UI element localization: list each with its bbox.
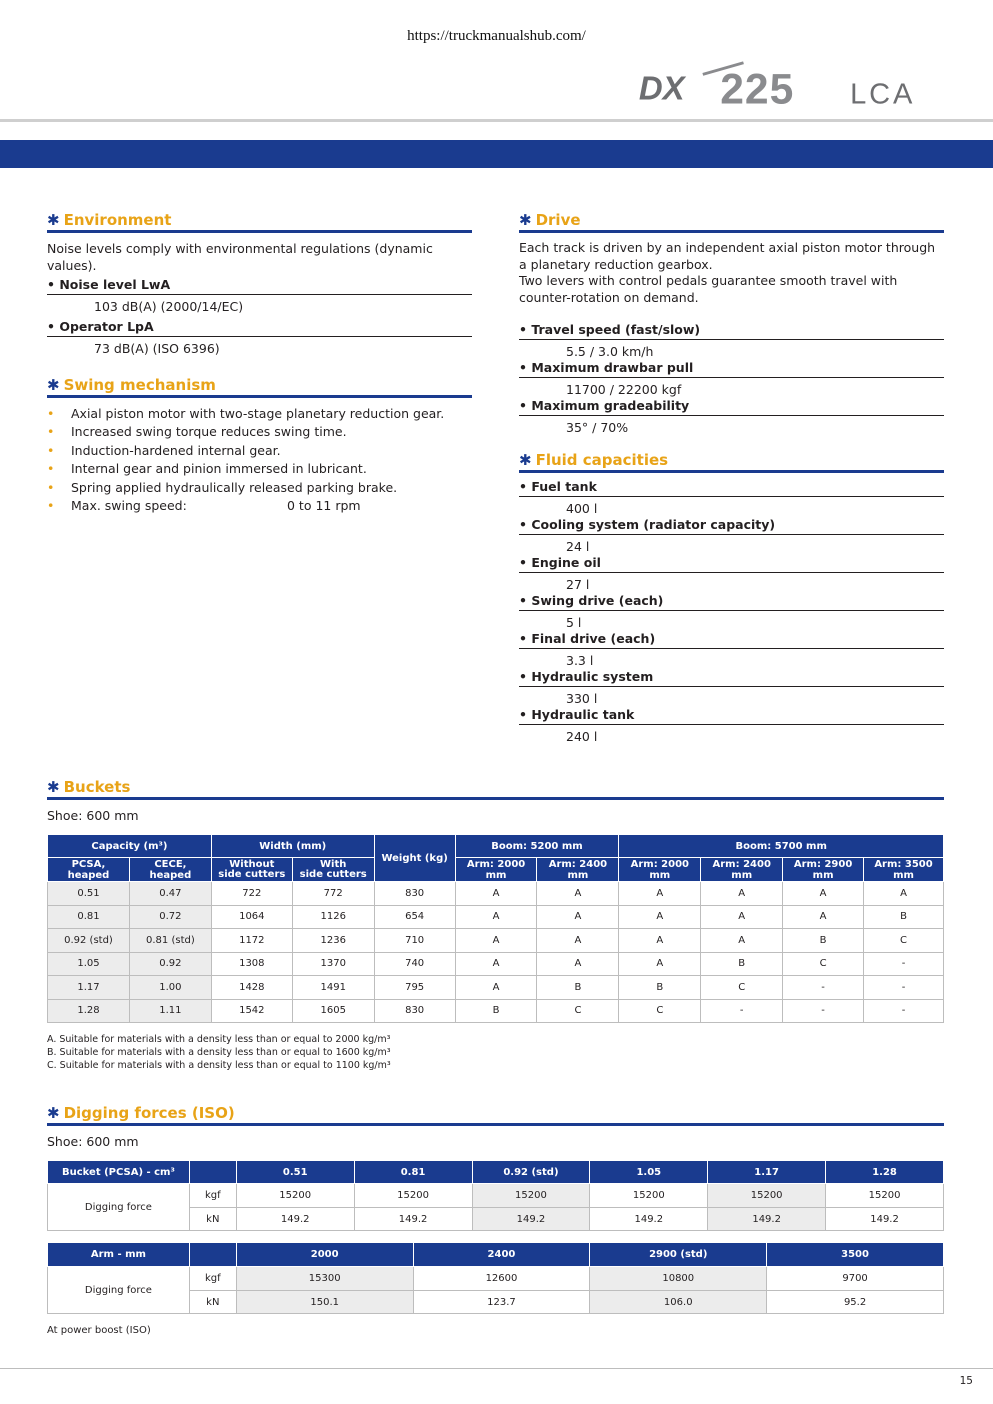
table-cell: -: [783, 976, 864, 1000]
table-cell: 106.0: [590, 1291, 767, 1314]
table-cell: 1.17: [48, 976, 130, 1000]
col-header-value: 2900 (std): [590, 1243, 767, 1267]
table-cell: 12600: [413, 1267, 590, 1291]
table-cell: 830: [374, 882, 455, 906]
table-cell: 1542: [211, 999, 292, 1023]
table-cell: 1236: [292, 929, 374, 953]
table-cell: 149.2: [354, 1208, 472, 1231]
table-cell: C: [783, 952, 864, 976]
spec-gradeability: • Maximum gradeability 35° / 70%: [519, 398, 944, 436]
table-cell: A: [455, 929, 537, 953]
table-cell: 722: [211, 882, 292, 906]
col-header-value: 3500: [767, 1243, 944, 1267]
col-header-arm: Arm: 2000 mm: [619, 858, 701, 882]
table-row: [48, 882, 944, 906]
table-cell: A: [537, 952, 619, 976]
table-cell: 15200: [708, 1184, 826, 1208]
asterisk-icon: ✱: [519, 451, 532, 469]
asterisk-icon: ✱: [47, 778, 60, 796]
fluid-heading: ✱ Fluid capacities: [519, 451, 944, 473]
col-header-value: 0.92 (std): [472, 1161, 590, 1184]
table-cell: 0.92: [129, 952, 211, 976]
col-header-unit: [189, 1161, 236, 1184]
table-cell: 0.47: [129, 882, 211, 906]
table-cell: B: [701, 952, 783, 976]
table-cell: 149.2: [236, 1208, 354, 1231]
table-cell: 1605: [292, 999, 374, 1023]
col-header-arm: Arm: 2400 mm: [537, 858, 619, 882]
table-cell: A: [619, 952, 701, 976]
table-cell: A: [701, 905, 783, 929]
table-cell: C: [537, 999, 619, 1023]
table-cell: A: [455, 905, 537, 929]
source-url[interactable]: https://truckmanualshub.com/: [407, 28, 586, 44]
svg-text:225: 225: [720, 65, 795, 112]
table-cell: B: [619, 976, 701, 1000]
col-header-value: 1.05: [590, 1161, 708, 1184]
list-item: • Internal gear and pinion immersed in lubricant.: [47, 460, 477, 478]
table-row: [48, 976, 944, 1000]
table-row: [48, 905, 944, 929]
spec-fuel-tank: • Fuel tank 400 l: [519, 479, 944, 517]
spec-swing-drive: • Swing drive (each) 5 l: [519, 593, 944, 631]
swing-features-list: [47, 405, 477, 515]
table-cell: 654: [374, 905, 455, 929]
table-cell: 95.2: [767, 1291, 944, 1314]
digging-footnote: At power boost (ISO): [47, 1325, 151, 1336]
col-header-value: 0.81: [354, 1161, 472, 1184]
table-cell: 772: [292, 882, 374, 906]
col-header-value: 1.17: [708, 1161, 826, 1184]
table-row: [48, 929, 944, 953]
list-item: • Spring applied hydraulically released parking brake.: [47, 479, 477, 497]
table-cell: 149.2: [708, 1208, 826, 1231]
unit-kgf: kgf: [189, 1267, 236, 1291]
table-cell: -: [783, 999, 864, 1023]
table-cell: 1064: [211, 905, 292, 929]
buckets-table: [47, 834, 944, 1023]
table-cell: 149.2: [590, 1208, 708, 1231]
col-header-boom-5700: Boom: 5700 mm: [619, 835, 944, 858]
table-cell: A: [783, 882, 864, 906]
table-cell: A: [619, 929, 701, 953]
col-header-pcsa: PCSA, heaped: [48, 858, 130, 882]
col-header-cece: CECE, heaped: [129, 858, 211, 882]
table-cell: 123.7: [413, 1291, 590, 1314]
table-cell: 740: [374, 952, 455, 976]
asterisk-icon: ✱: [47, 211, 60, 229]
table-cell: 795: [374, 976, 455, 1000]
col-header-arm: Arm: 2000 mm: [455, 858, 537, 882]
swing-heading: ✱ Swing mechanism: [47, 376, 472, 398]
table-cell: 1491: [292, 976, 374, 1000]
table-cell: 710: [374, 929, 455, 953]
table-row: [48, 952, 944, 976]
table-cell: B: [537, 976, 619, 1000]
table-cell: 0.81 (std): [129, 929, 211, 953]
spec-cooling-system: • Cooling system (radiator capacity) 24 l: [519, 517, 944, 555]
col-header-capacity: Capacity (m³): [48, 835, 212, 858]
table-cell: 1126: [292, 905, 374, 929]
table-cell: 1.11: [129, 999, 211, 1023]
table-cell: 15300: [236, 1267, 413, 1291]
table-cell: C: [864, 929, 944, 953]
table-cell: -: [864, 999, 944, 1023]
spec-hydraulic-tank: • Hydraulic tank 240 l: [519, 707, 944, 745]
table-cell: 150.1: [236, 1291, 413, 1314]
note-a: A. Suitable for materials with a density less than or equal to 2000 kg/m³: [47, 1034, 391, 1045]
table-cell: -: [864, 952, 944, 976]
unit-kn: kN: [189, 1291, 236, 1314]
col-header-arm: Arm: 2400 mm: [701, 858, 783, 882]
table-cell: A: [864, 882, 944, 906]
unit-kn: kN: [189, 1208, 236, 1231]
col-header-value: 2000: [236, 1243, 413, 1267]
environment-heading: ✱ Environment: [47, 211, 472, 233]
environment-intro: Noise levels comply with environmental regulations (dynamic values).: [47, 241, 433, 273]
col-header-without-cutters: Without side cutters: [211, 858, 292, 882]
table-cell: 1308: [211, 952, 292, 976]
table-cell: 10800: [590, 1267, 767, 1291]
table-cell: A: [619, 905, 701, 929]
table-cell: 149.2: [826, 1208, 944, 1231]
drive-intro-1: Each track is driven by an independent axial piston motor through a planetary reduction gearbox.: [519, 240, 936, 272]
table-cell: C: [701, 976, 783, 1000]
spec-drawbar-pull: • Maximum drawbar pull 11700 / 22200 kgf: [519, 360, 944, 398]
list-item: • Induction-hardened internal gear.: [47, 442, 477, 460]
table-cell: 1.05: [48, 952, 130, 976]
digging-shoe: Shoe: 600 mm: [47, 1134, 139, 1149]
spec-hydraulic-system: • Hydraulic system 330 l: [519, 669, 944, 707]
table-cell: A: [619, 882, 701, 906]
page-number: 15: [959, 1375, 973, 1387]
table-cell: 15200: [236, 1184, 354, 1208]
table-cell: B: [864, 905, 944, 929]
table-cell: A: [455, 952, 537, 976]
list-item: • Axial piston motor with two-stage planetary reduction gear.: [47, 405, 477, 423]
footer-divider: [0, 1368, 993, 1369]
list-item-swing-speed: • Max. swing speed: 0 to 11 rpm: [47, 497, 477, 515]
dx225lca-logo: [635, 60, 945, 112]
col-header-arm: Arm: 3500 mm: [864, 858, 944, 882]
header-divider: [0, 119, 993, 122]
spec-noise-level: • Noise level LwA 103 dB(A) (2000/14/EC): [47, 277, 472, 315]
table-cell: -: [701, 999, 783, 1023]
col-header-value: 1.28: [826, 1161, 944, 1184]
col-header-boom-5200: Boom: 5200 mm: [455, 835, 619, 858]
table-cell: A: [537, 882, 619, 906]
table-cell: -: [864, 976, 944, 1000]
table-cell: 1.00: [129, 976, 211, 1000]
spec-operator-lpa: • Operator LpA 73 dB(A) (ISO 6396): [47, 319, 472, 357]
table-cell: 830: [374, 999, 455, 1023]
col-header-unit: [189, 1243, 236, 1267]
table-cell: A: [455, 882, 537, 906]
table-cell: 0.72: [129, 905, 211, 929]
col-header-arm: Arm: 2900 mm: [783, 858, 864, 882]
table-cell: 149.2: [472, 1208, 590, 1231]
table-cell: C: [619, 999, 701, 1023]
table-cell: 1172: [211, 929, 292, 953]
table-cell: A: [701, 882, 783, 906]
row-label-digging-force: Digging force: [48, 1267, 190, 1314]
unit-kgf: kgf: [189, 1184, 236, 1208]
svg-text:LCA: LCA: [850, 78, 916, 111]
table-cell: 1.28: [48, 999, 130, 1023]
col-header-weight: Weight (kg): [374, 835, 455, 882]
table-row: [48, 999, 944, 1023]
buckets-heading: ✱ Buckets: [47, 778, 944, 800]
col-header-bucket: Bucket (PCSA) - cm³: [48, 1161, 190, 1184]
table-cell: 15200: [590, 1184, 708, 1208]
table-cell: A: [783, 905, 864, 929]
drive-heading: ✱ Drive: [519, 211, 944, 233]
table-cell: A: [701, 929, 783, 953]
row-label-digging-force: Digging force: [48, 1184, 190, 1231]
table-cell: A: [455, 976, 537, 1000]
col-header-arm: Arm - mm: [48, 1243, 190, 1267]
asterisk-icon: ✱: [47, 376, 60, 394]
digging-bucket-table: [47, 1160, 944, 1231]
note-c: C. Suitable for materials with a density less than or equal to 1100 kg/m³: [47, 1060, 391, 1071]
table-cell: 1370: [292, 952, 374, 976]
asterisk-icon: ✱: [519, 211, 532, 229]
col-header-with-cutters: With side cutters: [292, 858, 374, 882]
spec-final-drive: • Final drive (each) 3.3 l: [519, 631, 944, 669]
table-cell: 15200: [826, 1184, 944, 1208]
table-cell: B: [783, 929, 864, 953]
spec-travel-speed: • Travel speed (fast/slow) 5.5 / 3.0 km/h: [519, 322, 944, 360]
bucket-notes: [47, 1033, 391, 1072]
digging-arm-table: [47, 1242, 944, 1314]
asterisk-icon: ✱: [47, 1104, 60, 1122]
table-cell: A: [537, 905, 619, 929]
table-cell: 1428: [211, 976, 292, 1000]
col-header-value: 2400: [413, 1243, 590, 1267]
digging-heading: ✱ Digging forces (ISO): [47, 1104, 944, 1126]
table-cell: 0.92 (std): [48, 929, 130, 953]
svg-text:DX: DX: [638, 69, 685, 107]
note-b: B. Suitable for materials with a density less than or equal to 1600 kg/m³: [47, 1047, 391, 1058]
table-cell: B: [455, 999, 537, 1023]
buckets-shoe: Shoe: 600 mm: [47, 808, 139, 823]
table-cell: 0.51: [48, 882, 130, 906]
table-cell: 0.81: [48, 905, 130, 929]
table-cell: 15200: [354, 1184, 472, 1208]
table-cell: A: [537, 929, 619, 953]
col-header-width: Width (mm): [211, 835, 374, 858]
drive-intro-2: Two levers with control pedals guarantee smooth travel with counter-rotation on demand.: [519, 273, 898, 305]
col-header-value: 0.51: [236, 1161, 354, 1184]
table-cell: 15200: [472, 1184, 590, 1208]
header-blue-band: [0, 140, 993, 168]
table-cell: 9700: [767, 1267, 944, 1291]
spec-engine-oil: • Engine oil 27 l: [519, 555, 944, 593]
list-item: • Increased swing torque reduces swing time.: [47, 423, 477, 441]
